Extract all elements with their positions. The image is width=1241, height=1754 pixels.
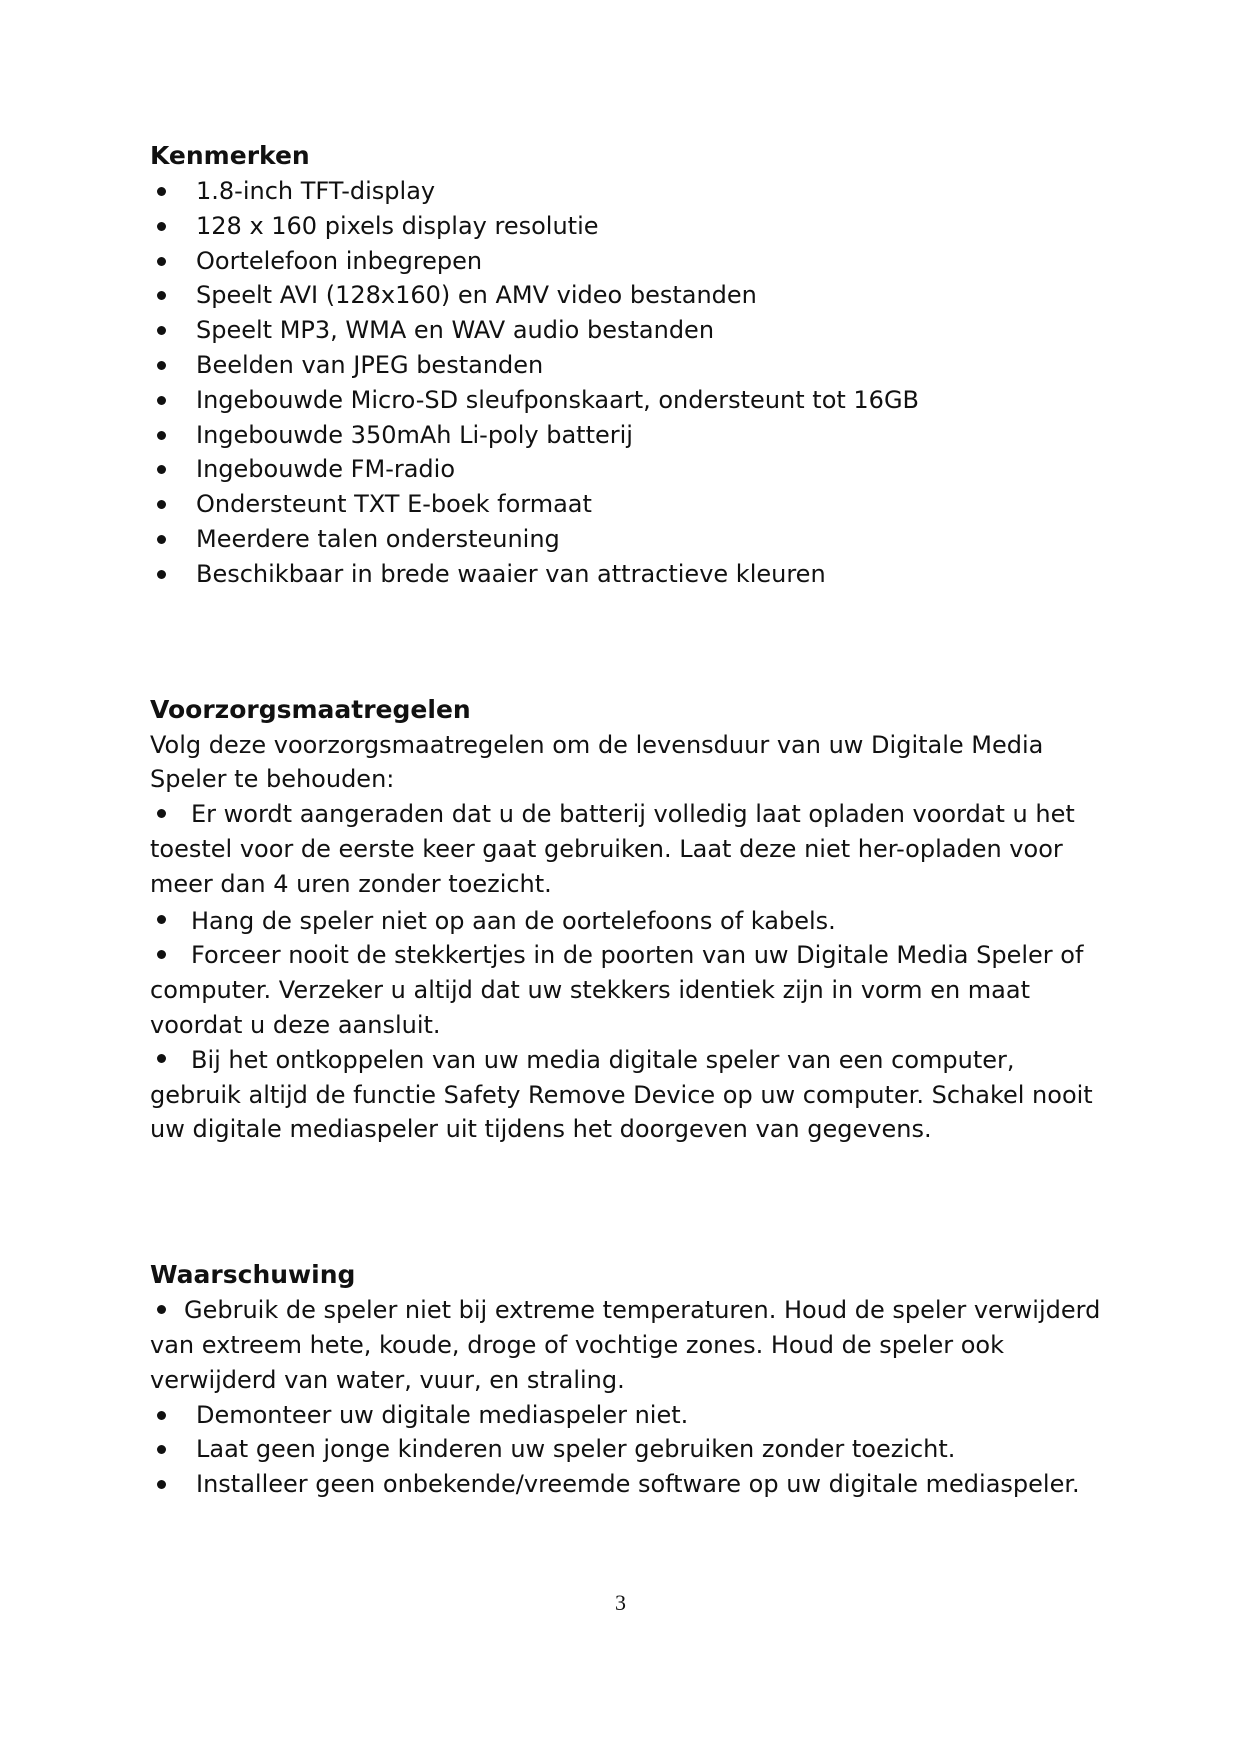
features-section: [150, 138, 1110, 592]
list-item: Speelt AVI (128x160) en AMV video bestanden: [150, 278, 1110, 313]
list-item: Ingebouwde 350mAh Li-poly batterij: [150, 418, 1110, 453]
list-item: Ingebouwde Micro-SD sleufponskaart, ondersteunt tot 16GB: [150, 383, 1110, 418]
precautions-intro: Volg deze voorzorgsmaatregelen om de levensduur van uw Digitale Media Speler te behouden:: [150, 730, 1044, 794]
precaution-paragraph: [150, 797, 1110, 901]
list-item: Meerdere talen ondersteuning: [150, 522, 1110, 557]
precautions-heading: Voorzorgsmaatregelen: [150, 694, 471, 724]
list-item: Oortelefoon inbegrepen: [150, 244, 1110, 279]
list-item: 128 x 160 pixels display resolutie: [150, 209, 1110, 244]
precaution-text: Hang de speler niet op aan de oortelefoons of kabels.: [191, 906, 836, 935]
warning-heading: Waarschuwing: [150, 1260, 356, 1290]
features-heading: Kenmerken: [150, 141, 310, 170]
warning-list: [150, 1398, 1110, 1502]
list-item: Beelden van JPEG bestanden: [150, 348, 1110, 383]
bullet-icon: [157, 1305, 166, 1314]
list-item: Ondersteunt TXT E-boek formaat: [150, 487, 1110, 522]
precaution-paragraph: [150, 938, 1110, 1042]
list-item: Laat geen jonge kinderen uw speler gebruiken zonder toezicht.: [150, 1432, 1110, 1467]
bullet-icon: [157, 950, 166, 959]
list-item: Demonteer uw digitale mediaspeler niet.: [150, 1398, 1110, 1433]
bullet-icon: [157, 809, 166, 818]
list-item: Beschikbaar in brede waaier van attractieve kleuren: [150, 557, 1110, 592]
list-item: 1.8-inch TFT-display: [150, 174, 1110, 209]
warning-section: [150, 1257, 1110, 1502]
list-item: Ingebouwde FM-radio: [150, 452, 1110, 487]
warning-text: Gebruik de speler niet bij extreme temperaturen. Houd de speler verwijderd van extreem hete, koude, droge of vochtige zones. Houd de speler ook verwijderd van water, vuur, en straling.: [150, 1296, 1101, 1394]
bullet-icon: [157, 915, 166, 924]
precaution-text: Er wordt aangeraden dat u de batterij volledig laat opladen voordat u het toestel voor de eerste keer gaat gebruiken. Laat deze niet her-opladen voor meer dan 4 uren zonder toezicht.: [150, 800, 1075, 898]
precautions-section: [150, 692, 1110, 1148]
document-page: [150, 138, 1110, 1502]
list-item: Installeer geen onbekende/vreemde software op uw digitale mediaspeler.: [150, 1467, 1110, 1502]
warning-paragraph: [150, 1293, 1110, 1397]
precaution-text: Forceer nooit de stekkertjes in de poorten van uw Digitale Media Speler of computer. Verzeker u altijd dat uw stekkers identiek zijn in vorm en maat voordat u deze aansluit.: [150, 941, 1084, 1039]
precaution-text: Bij het ontkoppelen van uw media digitale speler van een computer, gebruik altijd de functie Safety Remove Device op uw computer. Schakel nooit uw digitale mediaspeler uit tijdens het doorgeven van gegevens.: [150, 1045, 1093, 1144]
features-list: [150, 174, 1110, 592]
precaution-paragraph: [150, 904, 1110, 939]
page-number: 3: [615, 1590, 626, 1615]
precaution-paragraph: [150, 1043, 1110, 1147]
bullet-icon: [157, 1054, 166, 1063]
list-item: Speelt MP3, WMA en WAV audio bestanden: [150, 313, 1110, 348]
